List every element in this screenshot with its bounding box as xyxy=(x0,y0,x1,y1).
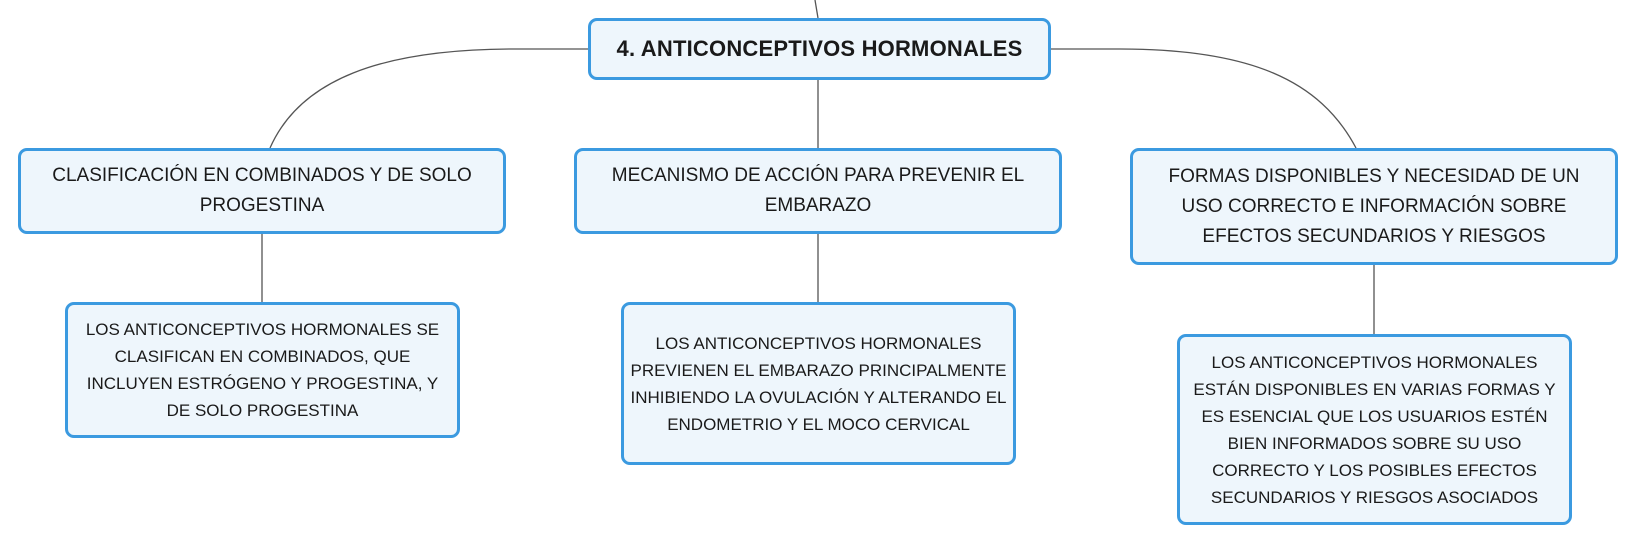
branch-node-mecanismo[interactable] xyxy=(574,148,1062,234)
branch-node-formas[interactable] xyxy=(1130,148,1618,265)
leaf-node-clasificacion[interactable] xyxy=(65,302,460,438)
root-topic-label: 4. ANTICONCEPTIVOS HORMONALES xyxy=(616,36,1023,61)
branch-label: FORMAS DISPONIBLES Y NECESIDAD DE UN USO CORRECTO E INFORMACIÓN SOBRE EFECTOS SECUNDARIOS Y RIESGOS xyxy=(1168,165,1580,247)
branch-label: MECANISMO DE ACCIÓN PARA PREVENIR EL EMBARAZO xyxy=(611,165,1025,216)
leaf-node-formas[interactable] xyxy=(1177,334,1572,525)
leaf-text: LOS ANTICONCEPTIVOS HORMONALES PREVIENEN EL EMBARAZO PRINCIPALMENTE INHIBIENDO LA OVULACIÓN Y ALTERANDO EL ENDOMETRIO Y EL MOCO CERVICAL xyxy=(630,333,1007,434)
branch-node-clasificacion[interactable] xyxy=(18,148,506,234)
leaf-node-mecanismo[interactable] xyxy=(621,302,1016,465)
connector-from-parent xyxy=(815,0,818,18)
leaf-text: LOS ANTICONCEPTIVOS HORMONALES SE CLASIFICAN EN COMBINADOS, QUE INCLUYEN ESTRÓGENO Y PROGESTINA, Y DE SOLO PROGESTINA xyxy=(85,320,440,420)
leaf-text: LOS ANTICONCEPTIVOS HORMONALES ESTÁN DISPONIBLES EN VARIAS FORMAS Y ES ESENCIAL QUE LOS USUARIOS ESTÉN BIEN INFORMADOS SOBRE SU USO CORRECTO Y LOS POSIBLES EFECTOS SECUNDARIOS Y RIESGOS ASOCIADOS xyxy=(1193,352,1556,507)
root-topic-node[interactable] xyxy=(588,18,1051,80)
connector-root-to-branch-1 xyxy=(270,49,588,148)
branch-label: CLASIFICACIÓN EN COMBINADOS Y DE SOLO PROGESTINA xyxy=(52,165,472,216)
connector-root-to-branch-3 xyxy=(1051,49,1356,148)
